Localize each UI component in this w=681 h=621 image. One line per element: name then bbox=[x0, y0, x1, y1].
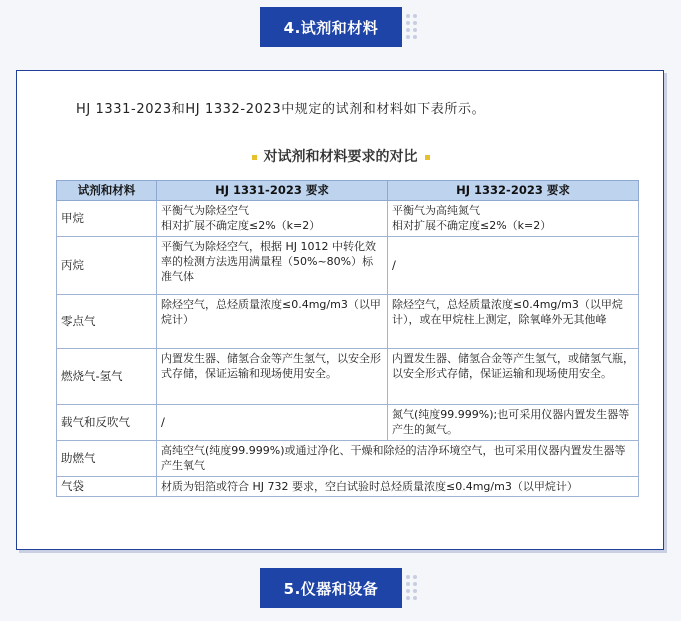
table-row bbox=[57, 349, 639, 405]
hj1331-cell: 平衡气为除烃空气，根据 HJ 1012 中转化效率的检测方法选用满量程（50%~80%）标准气体 bbox=[157, 237, 388, 295]
table-row bbox=[57, 441, 639, 477]
table-header-row bbox=[57, 181, 639, 201]
comparison-table bbox=[56, 180, 639, 497]
row-name: 甲烷 bbox=[57, 201, 157, 237]
hj1331-cell: 除烃空气，总烃质量浓度≤0.4mg/m3（以甲烷计） bbox=[157, 295, 388, 349]
table-row bbox=[57, 201, 639, 237]
column-header: HJ 1332-2023 要求 bbox=[388, 181, 639, 201]
row-name: 气袋 bbox=[57, 477, 157, 497]
shared-requirement-cell: 材质为铝箔或符合 HJ 732 要求，空白试验时总烃质量浓度≤0.4mg/m3（以甲烷计） bbox=[157, 477, 639, 497]
column-header: HJ 1331-2023 要求 bbox=[157, 181, 388, 201]
hj1332-cell: 平衡气为高纯氮气 相对扩展不确定度≤2%（k=2） bbox=[388, 201, 639, 237]
table-row bbox=[57, 477, 639, 497]
square-bullet-icon bbox=[425, 155, 430, 160]
table-title-text: 对试剂和材料要求的对比 bbox=[263, 149, 418, 165]
square-bullet-icon bbox=[252, 155, 257, 160]
hj1331-cell: 平衡气为除烃空气 相对扩展不确定度≤2%（k=2） bbox=[157, 201, 388, 237]
hj1332-cell: 内置发生器、储氢合金等产生氢气，或储氢气瓶，以安全形式存储，保证运输和现场使用安全。 bbox=[388, 349, 639, 405]
table-row bbox=[57, 295, 639, 349]
hj1332-cell: 氮气(纯度99.999%);也可采用仪器内置发生器等产生的氮气。 bbox=[388, 405, 639, 441]
section-5-header bbox=[260, 568, 402, 608]
section-4-header bbox=[260, 7, 402, 47]
row-name: 燃烧气-氢气 bbox=[57, 349, 157, 405]
row-name: 助燃气 bbox=[57, 441, 157, 477]
section-5-title: 5.仪器和设备 bbox=[283, 579, 379, 598]
hj1331-cell: 内置发生器、储氢合金等产生氢气，以安全形式存储，保证运输和现场使用安全。 bbox=[157, 349, 388, 405]
dots-decoration-icon bbox=[406, 14, 420, 40]
table-title bbox=[0, 146, 681, 166]
hj1332-cell: 除烃空气，总烃质量浓度≤0.4mg/m3（以甲烷计），或在甲烷柱上测定，除氧峰外无其他峰 bbox=[388, 295, 639, 349]
row-name: 丙烷 bbox=[57, 237, 157, 295]
row-name: 零点气 bbox=[57, 295, 157, 349]
table-row bbox=[57, 237, 639, 295]
dots-decoration-icon bbox=[406, 575, 420, 601]
row-name: 载气和反吹气 bbox=[57, 405, 157, 441]
section-4-title: 4.试剂和材料 bbox=[283, 18, 379, 37]
hj1332-cell: / bbox=[388, 237, 639, 295]
shared-requirement-cell: 高纯空气(纯度99.999%)或通过净化、干燥和除烃的洁净环境空气，也可采用仪器内置发生器等产生氧气 bbox=[157, 441, 639, 477]
column-header: 试剂和材料 bbox=[57, 181, 157, 201]
hj1331-cell: / bbox=[157, 405, 388, 441]
intro-text: HJ 1331-2023和HJ 1332-2023中规定的试剂和材料如下表所示。 bbox=[76, 102, 486, 117]
table-row bbox=[57, 405, 639, 441]
